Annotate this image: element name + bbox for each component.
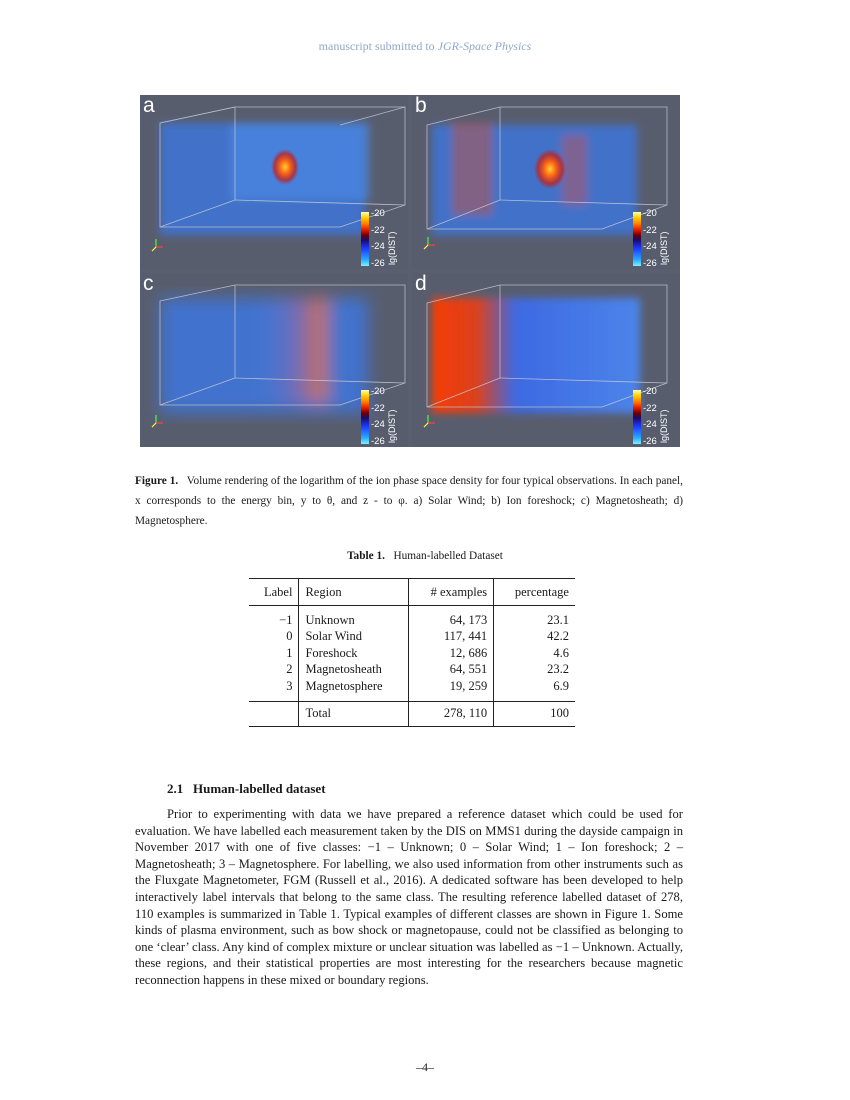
colorbar-ticks: -20 -22 -24 -26: [643, 208, 657, 269]
table-row: 3 Magnetosphere 19, 259 6.9: [249, 678, 575, 701]
colorbar-title: lg(DIST): [659, 409, 669, 443]
panel-d: [412, 273, 680, 447]
table-header-row: [249, 579, 575, 606]
body-paragraph: [135, 806, 683, 989]
panel-label: c: [143, 273, 154, 295]
caption-text: Volume rendering of the logarithm of the ion phase space density for four typical observations. In each panel, x corresponds to the energy bin, y to θ, and z - to φ. a) Solar Wind; b) Ion foreshock; c) Magnetosheath; d) Magnetosphere.: [135, 475, 683, 527]
col-header: # examples: [409, 579, 494, 606]
table-caption: Human-labelled Dataset: [393, 550, 503, 562]
table-row: 1 Foreshock 12, 686 4.6: [249, 645, 575, 662]
panel-c: [140, 273, 408, 447]
table-title: [0, 550, 850, 562]
table-row: −1 Unknown 64, 173 23.1: [249, 606, 575, 629]
panel-label: a: [143, 95, 155, 117]
running-header: [0, 39, 850, 54]
section-number: 2.1: [167, 781, 184, 796]
colorbar-ticks: -20 -22 -24 -26: [643, 386, 657, 447]
paragraph-text: Prior to experimenting with data we have prepared a reference dataset which could be used for evaluation. We have labelled each measurement taken by the DIS on MMS1 during the dayside campaign in November 2017 with one of five classes: −1 – Unknown; 0 – Solar Wind; 1 – Ion foreshock; 2 – Magnetosheath; 3 – Magnetosphere. For labelling, we also used information from other instruments such as the Fluxgate Magnetometer, FGM (Russell et al., 2016). A dedicated software has been developed to help interactively label intervals that belong to the same class. The resulting reference labelled dataset of 278, 110 examples is summarized in Table 1. Typical examples of different classes are shown in Figure 1. Some kinds of plasma environment, such as bow shock or magnetopause, could not be classified as belonging to one ‘clear’ class. Any kind of complex mixture or unclear situation was labelled as −1 – Unknown. Actually, these regions, and their statistical properties are most interesting for the researchers because magnetic reconnection happens in these mixed or boundary regions.: [135, 807, 683, 987]
table-row: 0 Solar Wind 117, 441 42.2: [249, 629, 575, 646]
caption-label: Figure 1.: [135, 475, 179, 487]
panel-a: [140, 95, 408, 269]
table-row: 2 Magnetosheath 64, 551 23.2: [249, 662, 575, 679]
page-number: –4–: [416, 1060, 434, 1074]
section-heading: [167, 781, 326, 797]
colorbar: [633, 212, 641, 266]
panel-label: d: [415, 273, 427, 295]
col-header: Region: [299, 579, 409, 606]
colorbar-ticks: -20 -22 -24 -26: [371, 386, 385, 447]
table-total-row: Total 278, 110 100: [249, 701, 575, 726]
col-header: percentage: [494, 579, 575, 606]
panel-label: b: [415, 95, 427, 117]
dataset-table: [249, 578, 575, 727]
colorbar-title: lg(DIST): [387, 409, 397, 443]
colorbar: [361, 390, 369, 444]
header-journal: JGR-Space Physics: [437, 39, 532, 53]
table-label: Table 1.: [347, 550, 385, 562]
col-header: Label: [249, 579, 299, 606]
figure-1: [140, 95, 680, 447]
figure-caption: [135, 471, 683, 531]
colorbar-title: lg(DIST): [387, 231, 397, 265]
header-prefix: manuscript submitted to: [318, 39, 435, 53]
colorbar-title: lg(DIST): [659, 231, 669, 265]
panel-b: [412, 95, 680, 269]
colorbar: [361, 212, 369, 266]
colorbar: [633, 390, 641, 444]
section-title: Human-labelled dataset: [193, 781, 326, 796]
colorbar-ticks: -20 -22 -24 -26: [371, 208, 385, 269]
